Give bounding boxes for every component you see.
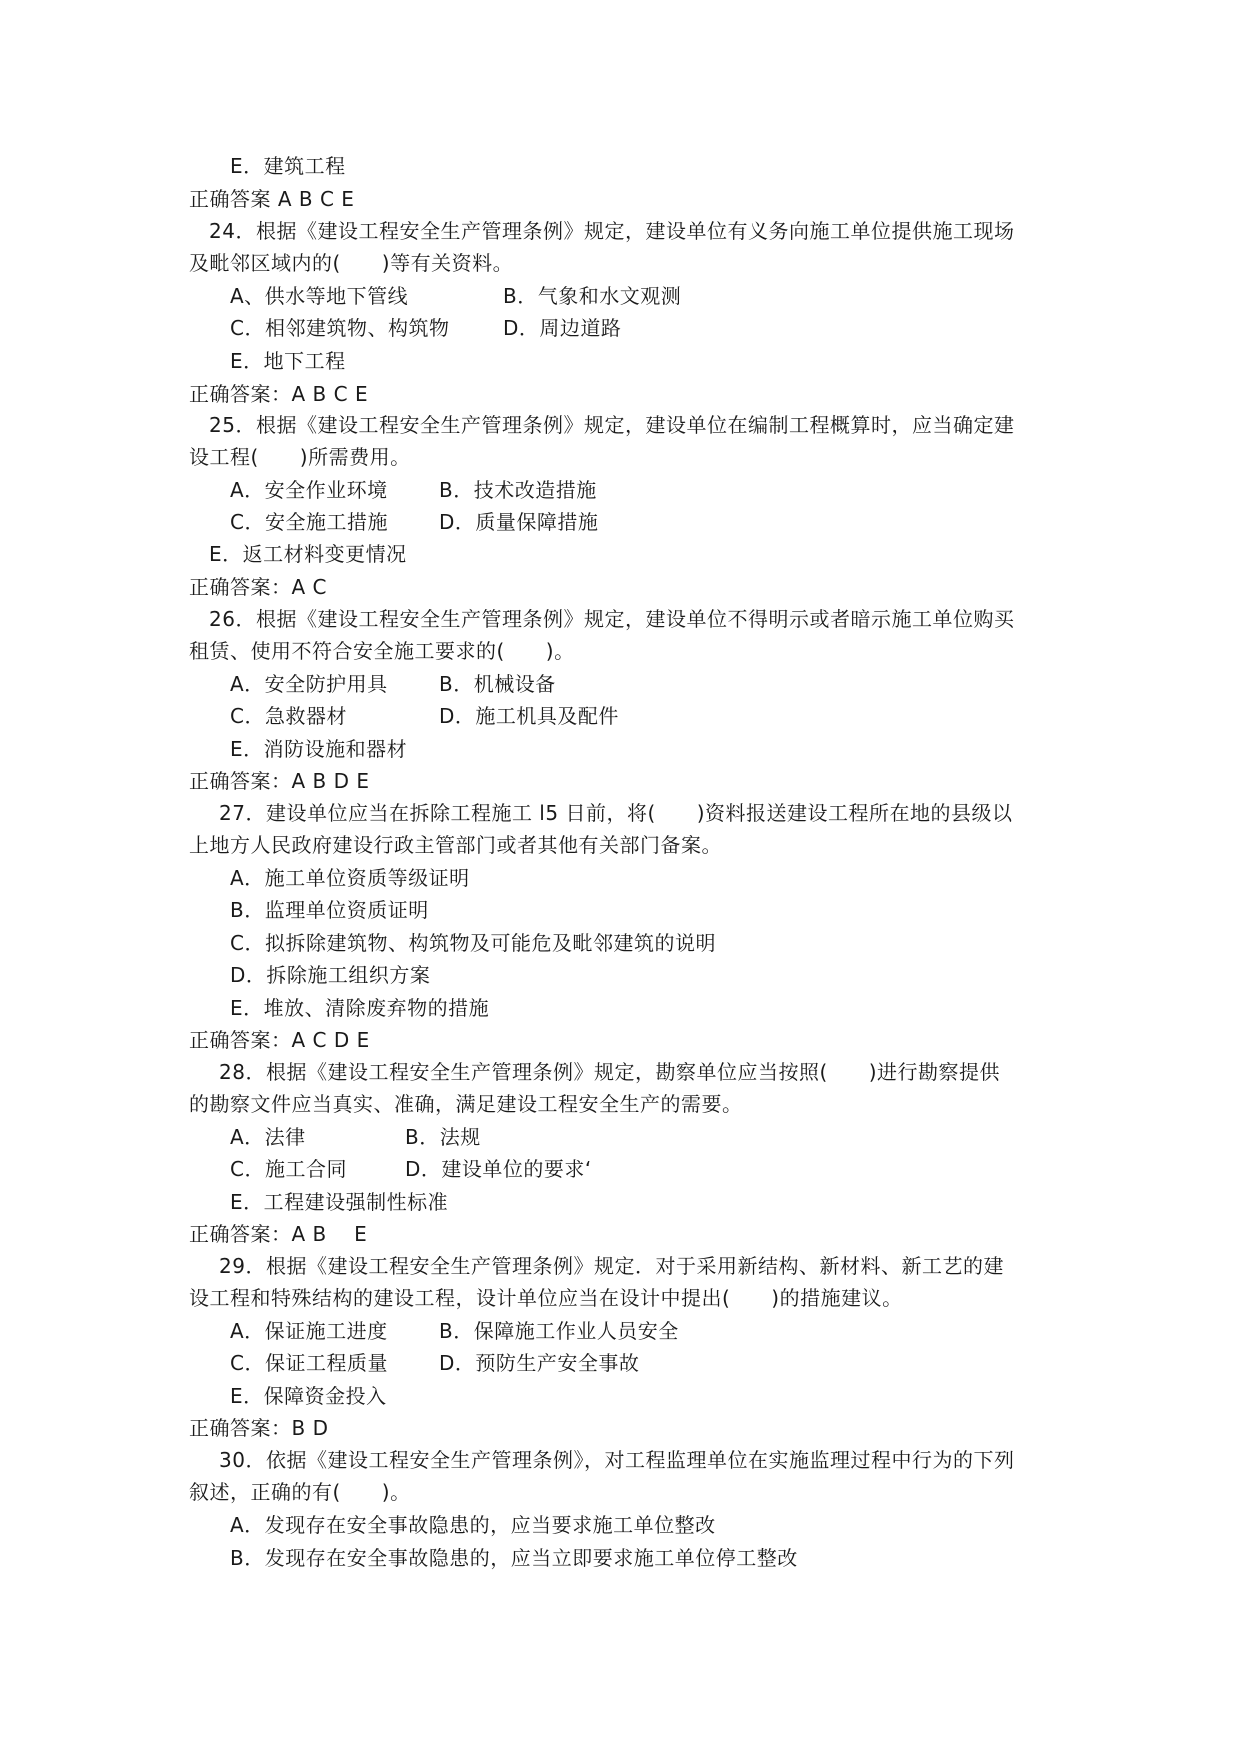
option-line: D．建设单位的要求‘ (405, 1157, 592, 1181)
option-line: B．技术改造措施 (439, 478, 597, 502)
option-line: A．安全作业环境 (230, 478, 388, 502)
option-line: C．相邻建筑物、构筑物 (230, 316, 450, 340)
option-line: E．消防设施和器材 (230, 737, 408, 761)
option-line: D．周边道路 (503, 316, 622, 340)
question-line: 租赁、使用不符合安全施工要求的( )。 (189, 639, 575, 663)
option-line: E．建筑工程 (230, 154, 346, 178)
question-line: 设工程( )所需费用。 (189, 445, 411, 469)
question-line: 设工程和特殊结构的建设工程，设计单位应当在设计中提出( )的措施建议。 (189, 1286, 903, 1310)
answer-line: 正确答案：A B E (189, 1222, 368, 1246)
option-line: E．堆放、清除废弃物的措施 (230, 996, 490, 1020)
question-line: 的勘察文件应当真实、准确，满足建设工程安全生产的需要。 (189, 1092, 743, 1116)
option-line: D．质量保障措施 (439, 510, 599, 534)
option-line: A．法律 (230, 1125, 306, 1149)
question-line: 30．依据《建设工程安全生产管理条例》，对工程监理单位在实施监理过程中行为的下列 (219, 1448, 1015, 1472)
answer-line: 正确答案：B D (189, 1416, 329, 1440)
question-line: 28．根据《建设工程安全生产管理条例》规定，勘察单位应当按照( )进行勘察提供 (219, 1060, 1001, 1084)
option-line: D．拆除施工组织方案 (230, 963, 431, 987)
option-line: B．发现存在安全事故隐患的，应当立即要求施工单位停工整改 (230, 1546, 798, 1570)
option-line: B．气象和水文观测 (503, 284, 682, 308)
answer-line: 正确答案：A C (189, 575, 328, 599)
option-line: A、供水等地下管线 (230, 284, 409, 308)
question-line: 29．根据《建设工程安全生产管理条例》规定．对于采用新结构、新材料、新工艺的建 (219, 1254, 1004, 1278)
option-line: A．施工单位资质等级证明 (230, 866, 470, 890)
question-line: 26．根据《建设工程安全生产管理条例》规定，建设单位不得明示或者暗示施工单位购买 (209, 607, 1015, 631)
question-line: 叙述，正确的有( )。 (189, 1480, 411, 1504)
option-line: B．保障施工作业人员安全 (439, 1319, 679, 1343)
option-line: C．急救器材 (230, 704, 347, 728)
option-line: A．发现存在安全事故隐患的，应当要求施工单位整改 (230, 1513, 716, 1537)
answer-line: 正确答案：A B D E (189, 769, 370, 793)
option-line: C．保证工程质量 (230, 1351, 388, 1375)
option-line: E．工程建设强制性标准 (230, 1190, 449, 1214)
option-line: D．预防生产安全事故 (439, 1351, 640, 1375)
option-line: B．法规 (405, 1125, 481, 1149)
question-line: 25．根据《建设工程安全生产管理条例》规定，建设单位在编制工程概算时，应当确定建 (209, 413, 1015, 437)
question-line: 上地方人民政府建设行政主管部门或者其他有关部门备案。 (189, 833, 722, 857)
option-line: A．安全防护用具 (230, 672, 388, 696)
option-line: B．监理单位资质证明 (230, 898, 429, 922)
option-line: C．安全施工措施 (230, 510, 388, 534)
option-line: B．机械设备 (439, 672, 556, 696)
question-line: 24．根据《建设工程安全生产管理条例》规定，建设单位有义务向施工单位提供施工现场 (209, 219, 1015, 243)
answer-line: 正确答案：A C D E (189, 1028, 370, 1052)
option-line: E．返工材料变更情况 (209, 542, 407, 566)
question-line: 及毗邻区域内的( )等有关资料。 (189, 251, 514, 275)
option-line: C．拟拆除建筑物、构筑物及可能危及毗邻建筑的说明 (230, 931, 716, 955)
option-line: A．保证施工进度 (230, 1319, 388, 1343)
answer-line: 正确答案：A B C E (189, 382, 369, 406)
option-line: C．施工合同 (230, 1157, 347, 1181)
option-line: E．地下工程 (230, 349, 346, 373)
answer-line: 正确答案 A B C E (189, 187, 355, 211)
option-line: E．保障资金投入 (230, 1384, 387, 1408)
option-line: D．施工机具及配件 (439, 704, 619, 728)
question-line: 27．建设单位应当在拆除工程施工 l5 日前，将( )资料报送建设工程所在地的县级以 (219, 801, 1013, 825)
